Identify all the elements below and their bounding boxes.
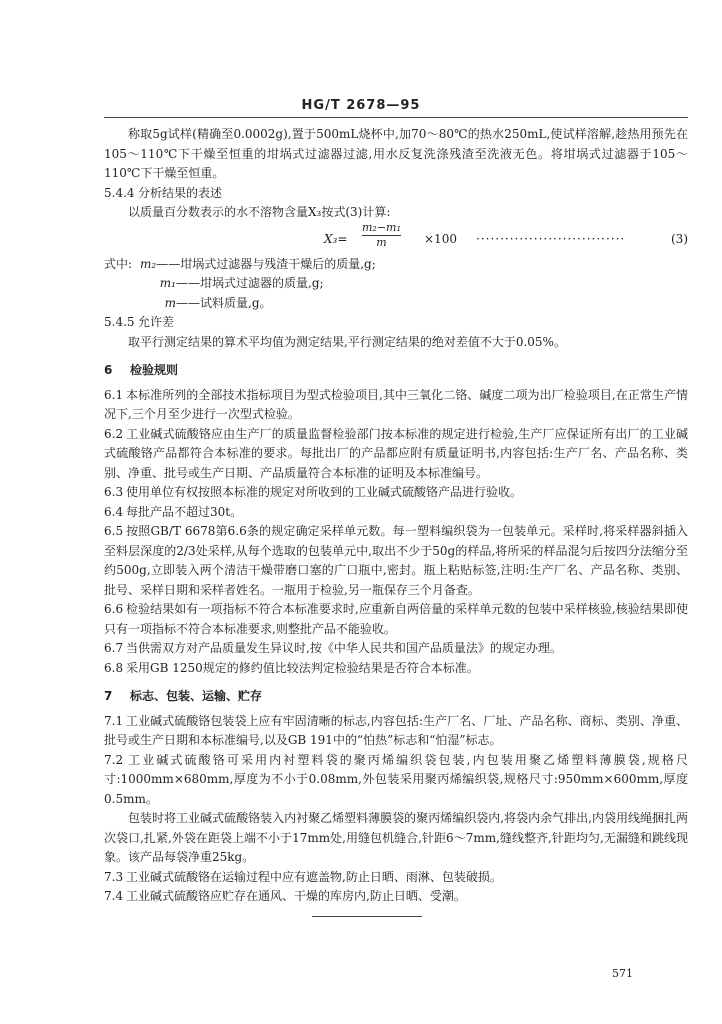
where-line	[104, 274, 688, 294]
clause-number: 7.1	[104, 713, 124, 728]
clause-7-2	[104, 751, 688, 810]
clause-number: 6.1	[104, 387, 124, 402]
clause-text: 工业碱式硫酸铬在运输过程中应有遮盖物,防止日晒、雨淋、包装破损。	[126, 869, 502, 884]
end-rule	[312, 916, 422, 917]
clause-number: 7.3	[104, 869, 124, 884]
where-symbol: m₂	[140, 256, 157, 271]
formula-numerator: m₂−m₁	[362, 220, 401, 234]
page-number: 571	[612, 967, 633, 980]
clause-text: 工业碱式硫酸铬应由生产厂的质量监督检验部门按本标准的规定进行检验,生产厂应保证所有出厂的工业碱式硫酸铬产品都符合本标准的要求。每批出厂的产品都应附有质量证明书,内容包括:生产厂名、产品名称、类别、净重、批号或生产日期、产品质量符合本标准的证明及本标准编号。	[104, 426, 688, 480]
section-number: 7	[104, 689, 113, 703]
clause-6-4	[104, 503, 688, 523]
section-title: 标志、包装、运输、贮存	[130, 689, 263, 703]
clause-number: 7.4	[104, 889, 124, 903]
page-content	[104, 125, 688, 907]
where-line	[104, 294, 688, 314]
clause-7-1	[104, 712, 688, 751]
formula-tail: ×100	[424, 231, 457, 246]
clause-number: 6.4	[104, 504, 124, 519]
formula-3	[104, 220, 688, 253]
section-6-heading	[104, 361, 688, 381]
formula-where-block	[104, 255, 688, 314]
where-lead: 式中:	[104, 256, 133, 271]
clause-title: 允许差	[138, 315, 175, 329]
clause-6-5	[104, 522, 688, 600]
where-symbol: m₁	[159, 276, 176, 290]
clause-number: 6.2	[104, 426, 124, 441]
clause-text: 当供需双方对产品质量发生异议时,按《中华人民共和国产品质量法》的规定办理。	[126, 641, 562, 655]
clause-text: 采用GB 1250规定的修约值比较法判定检验结果是否符合本标准。	[126, 660, 479, 675]
clause-6-6	[104, 600, 688, 639]
clause-text: 工业碱式硫酸铬可采用内衬塑料袋的聚丙烯编织袋包装,内包装用聚乙烯塑料薄膜袋,规格尺寸:1000mm×680mm,厚度为不小于0.08mm,外包装采用聚丙烯编织袋,规格尺寸:950mm×600mm,厚度0.5mm。	[104, 752, 688, 806]
section-number: 6	[104, 363, 113, 377]
formula-leader: ·······························	[476, 231, 626, 246]
clause-text: 本标准所列的全部技术指标项目为型式检验项目,其中三氧化二铬、碱度二项为出厂检验项目,在正常生产情况下,三个月至少进行一次型式检验。	[104, 387, 688, 421]
clause-number: 5.4.5	[104, 315, 135, 329]
clause-number: 6.8	[104, 660, 124, 675]
clause-text: 每批产品不超过30t。	[126, 504, 243, 519]
formula-denominator: m	[362, 235, 401, 250]
where-desc: ——坩埚式过滤器的质量,g;	[176, 276, 324, 290]
clause-text: 工业碱式硫酸铬包装袋上应有牢固清晰的标志,内容包括:生产厂名、厂址、产品名称、商标、类别、净重、批号或生产日期和本标准编号,以及GB 191中的“怕热”标志和“怕湿”标志。	[104, 713, 688, 747]
clause-number: 6.6	[104, 602, 124, 616]
where-line	[104, 255, 688, 275]
formula-lhs: X₃=	[324, 231, 348, 246]
clause-7-3	[104, 868, 688, 888]
clause-text: 按照GB/T 6678第6.6条的规定确定采样单元数。每一塑料编织袋为一包装单元。采样时,将采样器斜插入至料层深度的2/3处采样,从每个选取的包装单元中,取出不少于50g的样品,将所采的样品混匀后按四分法缩分至约500g,立即装入两个清洁干燥带磨口塞的广口瓶中,密封。瓶上粘贴标签,注明:生产厂名、产品名称、类别、批号、采样日期和采样者姓名。一瓶用于检验,另一瓶保存三个月备查。	[104, 524, 688, 597]
section-title: 检验规则	[130, 363, 179, 377]
clause-text: 检验结果如有一项指标不符合本标准要求时,应重新自两倍量的采样单元数的包装中采样核验,核验结果即使只有一项指标不符合本标准要求,则整批产品不能验收。	[104, 602, 688, 636]
clause-number: 5.4.4	[104, 185, 135, 200]
clause-6-3	[104, 483, 688, 503]
clause-6-2	[104, 425, 688, 484]
clause-number: 6.5	[104, 524, 124, 538]
clause-7-2-paragraph: 包装时将工业碱式硫酸铬装入内衬聚乙烯塑料薄膜袋的聚丙烯编织袋内,将袋内余气排出,内袋用线绳捆扎两次袋口,扎紧,外袋在距袋上端不小于17mm处,用缝包机缝合,针距6～7mm,缝线整齐,针距均匀,无漏缝和跳线现象。该产品每袋净重25kg。	[104, 811, 688, 864]
header-rule	[104, 117, 688, 118]
page-header: HG/T 2678—95	[301, 98, 421, 113]
clause-5-4-4-text: 以质量百分数表示的水不溶物含量X₃按式(3)计算:	[128, 205, 391, 219]
clause-number: 7.2	[104, 752, 124, 767]
formula-fraction	[362, 221, 401, 250]
clause-text: 工业碱式硫酸铬应贮存在通风、干燥的库房内,防止日晒、受潮。	[126, 889, 466, 903]
clause-6-8	[104, 659, 688, 679]
clause-number: 6.7	[104, 641, 124, 655]
clause-number: 6.3	[104, 485, 124, 499]
clause-text: 使用单位有权按照本标准的规定对所收到的工业碱式硫酸铬产品进行验收。	[126, 485, 523, 499]
section-7-heading	[104, 687, 688, 707]
where-desc: ——坩埚式过滤器与残渣干燥后的质量,g;	[156, 256, 376, 271]
clause-7-4	[104, 887, 688, 907]
clause-6-1	[104, 386, 688, 425]
clause-5-4-4	[104, 184, 688, 204]
where-desc: ——试料质量,g。	[176, 295, 272, 310]
formula-number: (3)	[671, 231, 688, 246]
clause-title: 分析结果的表述	[138, 185, 223, 200]
where-symbol: m	[164, 295, 176, 310]
clause-5-4-5	[104, 313, 688, 333]
intro-paragraph: 称取5g试样(精确至0.0002g),置于500mL烧杯中,加70～80℃的热水250mL,使试样溶解,趁热用预先在105～110℃下干燥至恒重的坩埚式过滤器过滤,用水反复洗涤残渣至洗液无色。将坩埚式过滤器于105～110℃下干燥至恒重。	[104, 127, 688, 180]
clause-5-4-5-text: 取平行测定结果的算术平均值为测定结果,平行测定结果的绝对差值不大于0.05%。	[128, 334, 566, 349]
clause-6-7	[104, 639, 688, 659]
